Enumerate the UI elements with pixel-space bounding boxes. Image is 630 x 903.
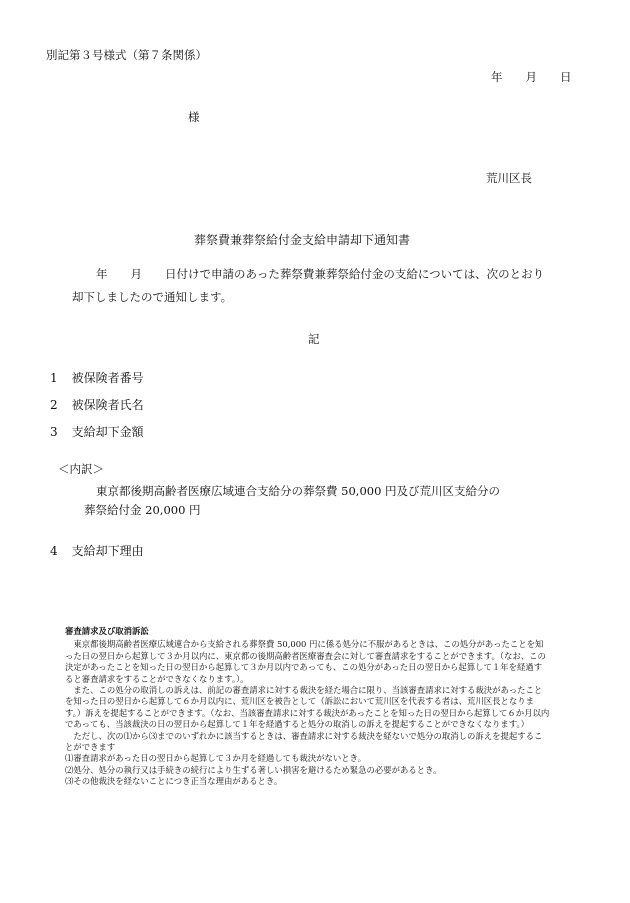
appeal-condition-3: ⑶その他裁決を経ないことにつき正当な理由があるとき。 — [65, 776, 283, 787]
appeal-condition-2: ⑵処分、処分の執行又は手続きの続行により生ずる著しい損害を避けるため緊急の必要があるとき。 — [65, 764, 442, 775]
intro-line-1: 年 月 日付けで申請のあった葬祭費兼葬祭給付金の支給については、次のとおり — [96, 267, 545, 281]
form-id: 別記第３号様式（第７条関係） — [46, 48, 207, 62]
appeal-notice — [65, 626, 550, 788]
appeal-paragraph-3: ただし、次の⑴から⑶までのいずれかに該当するときは、審査請求に対する裁決を経ないで処分の取消しの訴えを提起することができます — [65, 730, 543, 753]
item-3 — [50, 424, 144, 440]
item-label: 被保険者番号 — [71, 371, 144, 385]
appeal-notice-title: 審査請求及び取消訴訟 — [65, 626, 149, 636]
document-title: 葬祭費兼葬祭給付金支給申請却下通知書 — [194, 233, 411, 247]
addressee-suffix: 様 — [188, 110, 200, 124]
issuer: 荒川区長 — [486, 171, 532, 185]
breakdown-line-1: 東京都後期高齢者医療広域連合支給分の葬祭費 50,000 円及び荒川区支給分の — [96, 484, 501, 498]
item-4 — [50, 543, 144, 559]
appeal-condition-1: ⑴審査請求があった日の翌日から起算して３か月を経過しても裁決がないとき。 — [65, 753, 367, 764]
item-number: 2 — [50, 398, 58, 412]
item-number: 3 — [50, 425, 58, 439]
appeal-paragraph-2: また、この処分の取消しの訴えは、前記の審査請求に対する裁決を経た場合に限り、当該審査請求に対する裁決があったことを知った日の翌日から起算して６か月以内に、荒川区を被告として（訴訟において荒川区を代表する者は、荒川区長となります。）訴えを提起することができます。（なお、当該審査請求に対する裁決があったことを知った日の翌日から起算して６か月以内であっても、当該裁決の日の翌日から起算して１年を経過すると処分の取消しの訴えを提起することができなくなります。） — [65, 685, 550, 730]
date-line: 年 月 日 — [491, 70, 572, 84]
item-number: 4 — [50, 544, 58, 558]
item-label: 被保険者氏名 — [71, 398, 144, 412]
intro-line-2: 却下しましたので通知します。 — [72, 290, 233, 304]
item-label: 支給却下理由 — [71, 544, 144, 558]
item-1 — [50, 370, 144, 386]
item-2 — [50, 397, 144, 413]
item-number: 1 — [50, 371, 58, 385]
ki-label: 記 — [308, 332, 320, 346]
item-label: 支給却下金額 — [71, 425, 144, 439]
breakdown-line-2: 葬祭給付金 20,000 円 — [84, 503, 201, 517]
breakdown-heading: ＜内訳＞ — [58, 462, 104, 476]
appeal-paragraph-1: 東京都後期高齢者医療広域連合から支給される葬祭費 50,000 円に係る処分に不服があるときは、この処分があったことを知った日の翌日から起算して３か月以内に、東京都の後期高齢者医療審査会に対して審査請求をすることができます。（なお、この決定があったことを知った日の翌日から起算して３か月以内であっても、この処分があった日の翌日から起算して１年を経過すると審査請求をすることができなくなります。）。 — [65, 639, 546, 684]
